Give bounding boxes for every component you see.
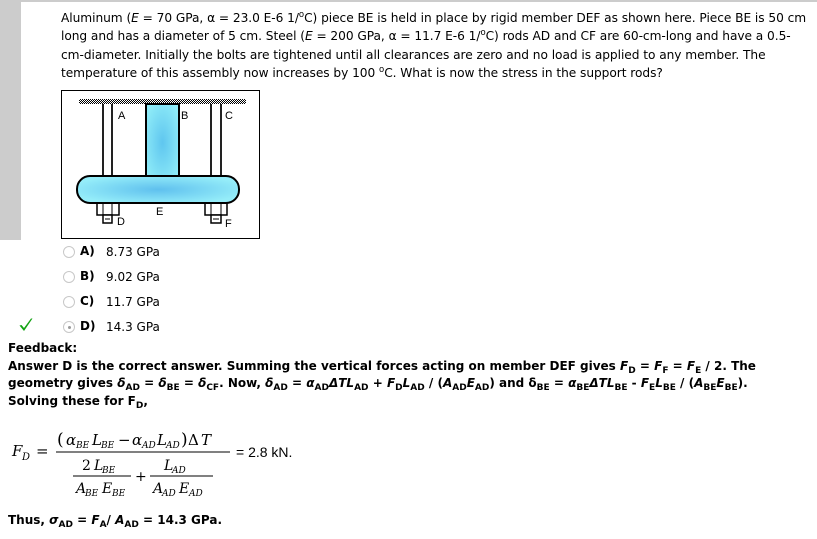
svg-text:BE: BE — [102, 466, 116, 476]
choice-c[interactable] — [61, 293, 261, 313]
svg-text:α: α — [132, 431, 143, 449]
choice-letter: C) — [80, 294, 95, 308]
feedback-heading: Feedback: — [8, 341, 78, 355]
svg-text:D: D — [22, 452, 31, 463]
svg-text:): ) — [181, 430, 188, 450]
svg-text:+: + — [135, 469, 147, 485]
svg-text:BE: BE — [101, 441, 115, 451]
rigid-member-def — [77, 176, 239, 203]
checkmark-icon — [18, 317, 34, 333]
svg-text:L: L — [164, 458, 174, 474]
choice-value: 14.3 GPa — [106, 320, 160, 334]
radio-d-selected[interactable] — [63, 321, 75, 333]
left-sidebar-bar — [0, 0, 21, 240]
svg-text:E: E — [102, 481, 113, 497]
top-border — [21, 0, 817, 2]
svg-text:= 2.8 kN.: = 2.8 kN. — [236, 444, 293, 460]
force-equation — [8, 425, 318, 500]
svg-text:α: α — [66, 431, 77, 449]
svg-text:Δ: Δ — [188, 431, 199, 449]
svg-text:AD: AD — [172, 466, 186, 476]
svg-text:L: L — [94, 458, 104, 474]
feedback-line-3: Solving these for $F_D$, — [8, 393, 148, 411]
feedback-line-1: Answer D is the correct answer. Summing the vertical forces acting on member DEF gives $F_D = F_F = F_E / 2$. The — [8, 358, 756, 376]
svg-text:E: E — [179, 481, 190, 497]
piece-be — [146, 104, 179, 181]
label-a: A — [118, 110, 126, 122]
svg-text:F: F — [12, 442, 23, 460]
radio-b[interactable] — [63, 271, 75, 283]
conclusion-line: Thus, $\sigma_{AD} = F_A/$ $A_{AD} = 14.3$ GPa. — [8, 513, 223, 530]
svg-text:A: A — [153, 481, 164, 497]
svg-text:BE: BE — [112, 489, 126, 499]
svg-text:2: 2 — [82, 458, 91, 474]
question-text: Aluminum (E = 70 GPa, α = 23.0 E-6 1/$^o$C) piece BE is held in place by rigid member DEF as shown here. Piece BE is 50 cm long and has a diameter of 5 cm. Steel (E = 200 GPa, α = 11.7 E-6 1/$^o$C) rods AD and CF are 60-cm-long and have a 0.5-cm-diameter. Initially the bolts are tightened until all clearances are zero and no load is applied to any member. The temperature of this assembly now increases by 100 $^o$C. What is now the stress in the support rods? — [61, 10, 807, 80]
choice-d[interactable] — [61, 318, 261, 338]
choice-letter: D) — [80, 319, 96, 333]
choice-letter: A) — [80, 244, 95, 258]
feedback-line-2: geometry gives $\delta_{AD} = \delta_{BE} = \delta_{CF}$. Now, $\delta_{AD} = \alpha_{AD}\Delta TL_{AD} + F_DL_{AD} / (A_{AD}E_{AD})$ and $\delta_{BE} = \alpha_{BE}\Delta TL_{BE} - F_EL_{BE} / (A_{BE}E_{BE})$. — [8, 376, 748, 394]
choice-value: 11.7 GPa — [106, 295, 160, 309]
label-b: B — [181, 110, 189, 122]
label-f: F — [225, 218, 232, 230]
svg-text:(: ( — [57, 430, 64, 450]
svg-text:=: = — [36, 442, 49, 460]
svg-text:L: L — [157, 431, 167, 449]
svg-text:BE: BE — [76, 441, 90, 451]
label-e: E — [156, 206, 164, 218]
svg-text:L: L — [92, 431, 102, 449]
radio-a[interactable] — [63, 246, 75, 258]
svg-text:AD: AD — [142, 441, 156, 451]
svg-text:−: − — [118, 431, 131, 449]
svg-text:AD: AD — [162, 489, 176, 499]
choice-b[interactable] — [61, 268, 261, 288]
assembly-figure — [62, 91, 261, 240]
label-c: C — [225, 110, 233, 122]
feedback-block — [8, 340, 808, 410]
choice-a[interactable] — [61, 243, 261, 263]
label-d: D — [117, 216, 125, 228]
choice-value: 8.73 GPa — [106, 245, 160, 259]
svg-text:A: A — [76, 481, 87, 497]
svg-text:AD: AD — [189, 489, 203, 499]
choice-letter: B) — [80, 269, 95, 283]
choice-value: 9.02 GPa — [106, 270, 160, 284]
assembly-diagram — [61, 90, 260, 239]
svg-text:BE: BE — [85, 489, 99, 499]
svg-text:T: T — [201, 431, 212, 449]
radio-c[interactable] — [63, 296, 75, 308]
svg-text:AD: AD — [166, 441, 180, 451]
